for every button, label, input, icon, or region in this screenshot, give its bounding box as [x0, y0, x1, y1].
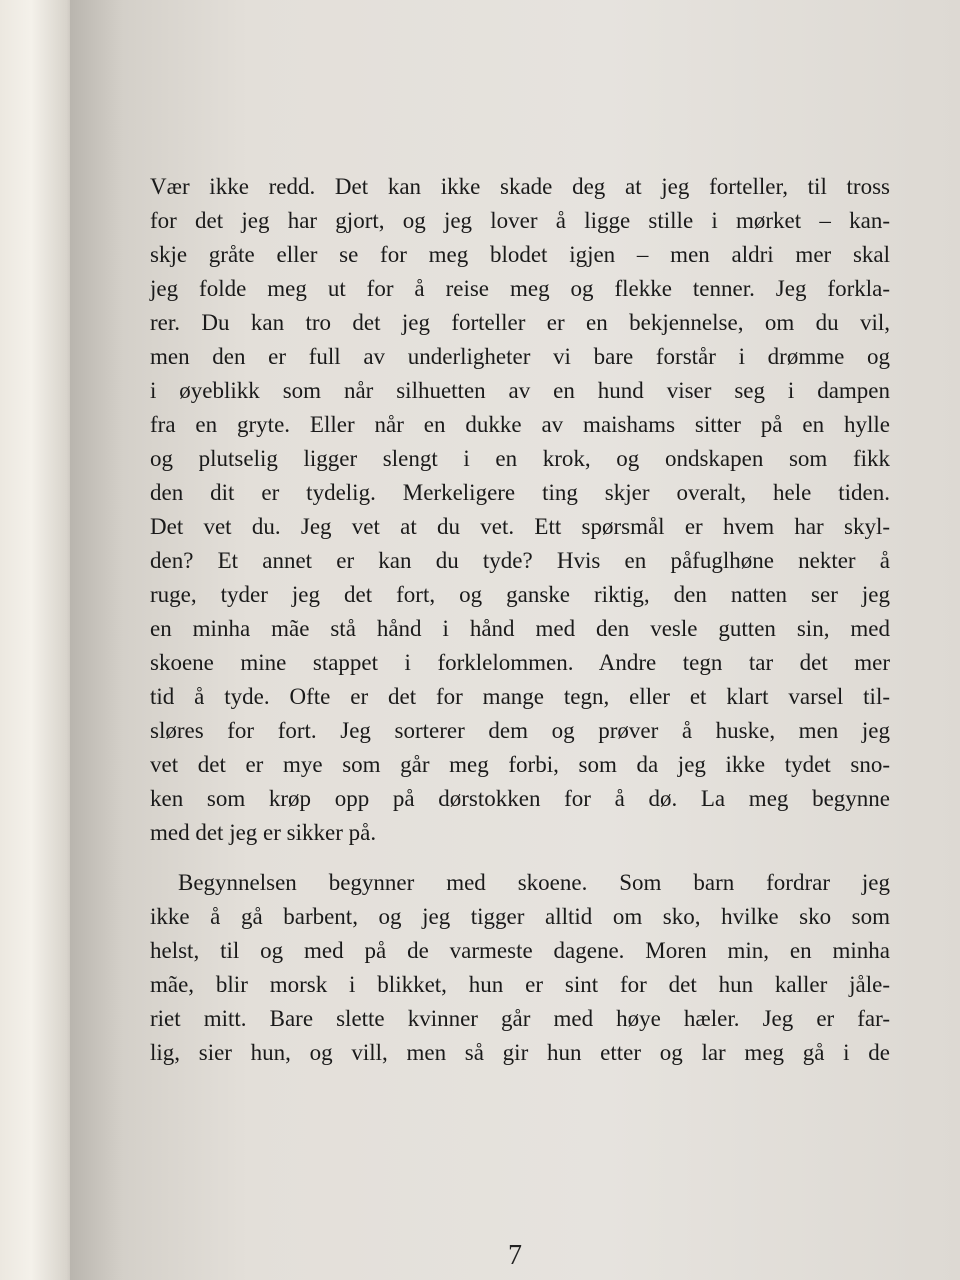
text-line: lig, sier hun, og vill, men så gir hun etter og lar meg gå i de [150, 1040, 890, 1065]
text-line: for det jeg har gjort, og jeg lover å ligge stille i mørket – kan- [150, 208, 890, 233]
paragraph-1 [150, 170, 890, 850]
text-line: skoene mine stappet i forklelommen. Andre tegn tar det mer [150, 650, 890, 675]
text-line: fra en gryte. Eller når en dukke av maishams sitter på en hylle [150, 412, 890, 437]
text-line: den? Et annet er kan du tyde? Hvis en påfuglhøne nekter å [150, 548, 890, 573]
text-line: mãe, blir morsk i blikket, hun er sint for det hun kaller jåle- [150, 972, 890, 997]
text-line: riet mitt. Bare slette kvinner går med høye hæler. Jeg er far- [150, 1006, 890, 1031]
text-line: den dit er tydelig. Merkeligere ting skjer overalt, hele tiden. [150, 480, 890, 505]
text-line: jeg folde meg ut for å reise meg og flekke tenner. Jeg forkla- [150, 276, 890, 301]
body-text [150, 170, 890, 1070]
text-line: Det vet du. Jeg vet at du vet. Ett spørsmål er hvem har skyl- [150, 514, 890, 539]
text-line: ikke å gå barbent, og jeg tigger alltid om sko, hvilke sko som [150, 904, 890, 929]
text-line: med det jeg er sikker på. [150, 820, 377, 845]
book-spine-edge [0, 0, 78, 1280]
text-line: og plutselig ligger slengt i en krok, og ondskapen som fikk [150, 446, 890, 471]
text-line: i øyeblikk som når silhuetten av en hund viser seg i dampen [150, 378, 890, 403]
text-line: tid å tyde. Ofte er det for mange tegn, eller et klart varsel til- [150, 684, 890, 709]
page-number: 7 [508, 1240, 522, 1271]
book-page [70, 0, 960, 1280]
text-line: skje gråte eller se for meg blodet igjen – men aldri mer skal [150, 242, 890, 267]
text-line: helst, til og med på de varmeste dagene. Moren min, en minha [150, 938, 890, 963]
text-line: ruge, tyder jeg det fort, og ganske riktig, den natten ser jeg [150, 582, 890, 607]
text-line: rer. Du kan tro det jeg forteller er en bekjennelse, om du vil, [150, 310, 890, 335]
text-line: Begynnelsen begynner med skoene. Som barn fordrar jeg [178, 870, 890, 895]
text-line: vet det er mye som går meg forbi, som da jeg ikke tydet sno- [150, 752, 890, 777]
text-line: ken som krøp opp på dørstokken for å dø. La meg begynne [150, 786, 890, 811]
paragraph-2 [150, 866, 890, 1070]
text-line: en minha mãe stå hånd i hånd med den vesle gutten sin, med [150, 616, 890, 641]
text-line: men den er full av underligheter vi bare forstår i drømme og [150, 344, 890, 369]
text-line: sløres for fort. Jeg sorterer dem og prøver å huske, men jeg [150, 718, 890, 743]
text-line: Vær ikke redd. Det kan ikke skade deg at jeg forteller, til tross [150, 174, 890, 199]
